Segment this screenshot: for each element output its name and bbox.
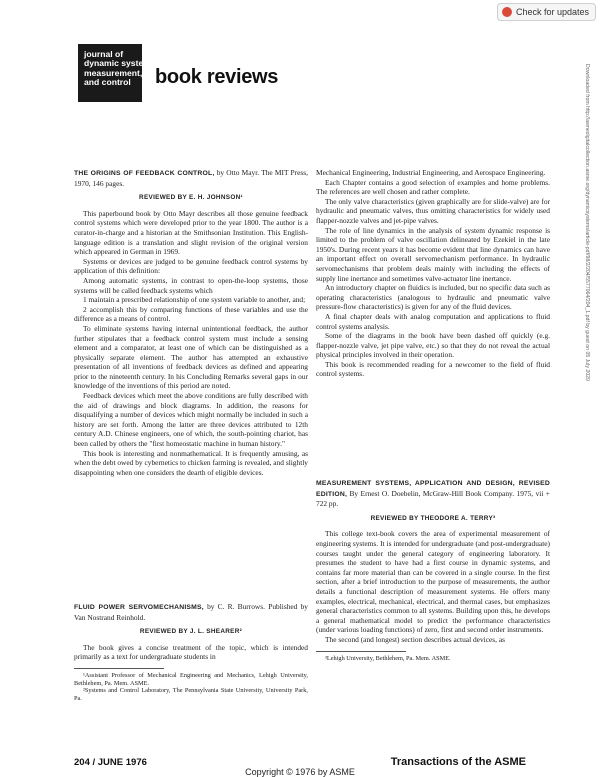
download-sidebar [581,64,590,584]
right-column [316,168,550,379]
update-icon [502,7,512,17]
right-column-review-3 [316,478,550,662]
journal-line-4: and control [84,77,131,88]
footnote-rule [316,651,406,652]
review-1-paragraph: This book is interesting and nonmathematical. It is frequently amusing, as when the debt owed by cybernetics to chicken farming is revealed, and slightly disappointing when one considers the dearth of eligible devices. [74,448,308,477]
review-2-paragraph: The only valve characteristics (given graphically are for slide-valve) are for hydraulic and pneumatic valves, thus omitting characteristics for widely used flapper-nozzle valves and jet-pipe valves. [316,196,550,225]
review-3-publisher: By Ernest O. Doebelin, McGraw-Hill Book Company. 1975, vii + 722 pp. [316,488,550,509]
review-3-paragraph: The second (and longest) section describes actual devices, as [325,634,505,644]
review-1-paragraph: To eliminate systems having internal unintentional feedback, the author further stipulates that a feedback control system must include a sensing element and a comparator, at least one of which can be distinguished as a physically separate element. The author has attempted an exhaustive presentation of all inventions of feedback devices as defined and appearing prior to the nineteenth century. In his Concluding Remarks several gaps in our knowledge of the inventions of this period are noted. [74,323,308,391]
review-3-title: MEASUREMENT SYSTEMS, APPLICATION AND DESIGN, REVISED EDITION, [316,480,550,498]
review-2-paragraph: The role of line dynamics in the analysis of system dynamic response is limited to the problem of valve oscillation delineated by Ezekiel in the late 1950's. During recent years it has become evident that line dynamics can have an important effect on overall servomechanism performance. In hydraulic servomechanisms that problem deals mainly with including the effects of supply line inertance and sometimes valve-actuator line inertance. [316,225,550,283]
review-2-title: FLUID POWER SERVOMECHANISMS, [74,604,204,611]
review-2-paragraph: Mechanical Engineering, Industrial Engineering, and Aerospace Engineering. [316,168,546,177]
journal-line-1: journal of [84,49,124,59]
check-for-updates-label: Check for updates [515,7,589,17]
review-2-paragraph: The book gives a concise treatment of the topic, which is intended primarily as a text for undergraduate students in [74,642,308,662]
review-1-paragraph: This paperbound book by Otto Mayr describes all those genuine feedback control systems which were developed prior to the year 1800. The author is a curator-in-charge and a historian at the Smithsonian Institution. This English-language edition is a translation and slight revision of the original version which appeared in German in 1969. [74,208,308,257]
left-column-review-2 [74,602,308,702]
review-1-paragraph: 1 maintain a prescribed relationship of one system variable to another, and; [83,295,306,305]
review-3-paragraph: This college text-book covers the area of experimental measurement of engineering systems. It is intended for undergraduate (and post-undergraduate) courses taught under the general category of engineering laboratory. It presumes the student to have had a first course in dynamic systems, and contains far more material than can be covered in a single course. In the first section, after a brief introduction to the purpose of measurements, the author details a functional description of measurement systems. He offers many examples, electrical, mechanical, electrical, and thermal cases, but emphasizes general characteristics common to all systems. Building upon this, he develops a general mathematical model to predict the performance characteristics (under various loading functions) of zero, first and second order instruments. [316,529,550,635]
review-1-reviewer: REVIEWED BY E. H. JOHNSON¹ [139,194,243,202]
copyright: Copyright © 1976 by ASME [245,767,355,777]
review-1-paragraph: Systems or devices are judged to be genuine feedback control systems by application of this definition: [74,256,308,276]
review-2-publisher: by C. R. Burrows. Published by Van Nostrand Reinhold. [74,602,308,622]
footnote-3: ³Lehigh University, Bethlehem, Pa. Mem. ASME. [325,654,451,662]
review-2-paragraph: Each Chapter contains a good selection of examples and home problems. The references are well chosen and rather complete. [316,177,550,197]
footnote-2: ²Systems and Control Laboratory, The Pennsylvania State University, University Park, Pa. [74,687,308,702]
review-2-paragraph: Some of the diagrams in the book have been dashed off quickly (e.g. flapper-nozzle valve, jet pipe valve, etc.) so that they do not reveal the actual physical principles involved in their operation. [316,331,550,360]
review-1-publisher: by Otto Mayr. The MIT Press, 1970, 146 pages. [74,168,308,188]
check-for-updates-badge[interactable] [497,3,596,21]
footnote-rule [74,668,164,669]
review-1-paragraph: 2 accomplish this by comparing functions of these variables and use the difference as a means of control. [74,304,308,324]
review-2-paragraph: A final chapter deals with analog computation and applications to fluid control systems analysis. [316,311,550,331]
review-1-paragraph: Feedback devices which meet the above conditions are fully described with the aid of drawings and block diagrams. In addition, the reasons for disqualifying a number of devices which might normally be included in such a history are set forth. Among the latter are three devices attributed to 12th century A.D. Chinese engineers, one of which, the south-pointing chariot, has been called by others the "first homeostatic machine in human history." [74,391,308,449]
left-column [74,168,308,477]
review-1-paragraph: Among automatic systems, in contrast to open-the-loop systems, those systems will be called feedback systems which [74,275,308,295]
journal-footer: Transactions of the ASME [390,756,526,768]
review-2-paragraph: This book is recommended reading for a newcomer to the field of fluid control systems. [316,359,550,379]
journal-line-2: dynamic systems, [84,58,159,69]
journal-logo [78,44,159,102]
review-2-reviewer: REVIEWED BY J. L. SHEARER² [139,628,243,636]
review-2-paragraph: An introductory chapter on fluidics is included, but no specific data such as operating characteristics (analogous to hydraulic and pneumatic valve pressure-flow characteristics) is given for any of the fluid devices. [316,283,550,312]
section-title: book reviews [155,66,279,88]
review-3-reviewer: REVIEWED BY THEODORE A. TERRY³ [370,514,496,522]
review-1-title: THE ORIGINS OF FEEDBACK CONTROL, [74,170,215,177]
footnote-1: ¹Assistant Professor of Mechanical Engineering and Mechanics, Lehigh University, Bethlehem, Pa. Mem. ASME. [74,671,308,687]
page-number: 204 / JUNE 1976 [74,757,147,768]
download-notice: Downloaded from http://asmedigitalcollection.asme.org/dynamicsystems/article-pdf/98/2/204/5577064/204_1.pdf by guest on 05 July 2020 [584,64,590,381]
journal-line-3: measurement, [84,67,143,78]
